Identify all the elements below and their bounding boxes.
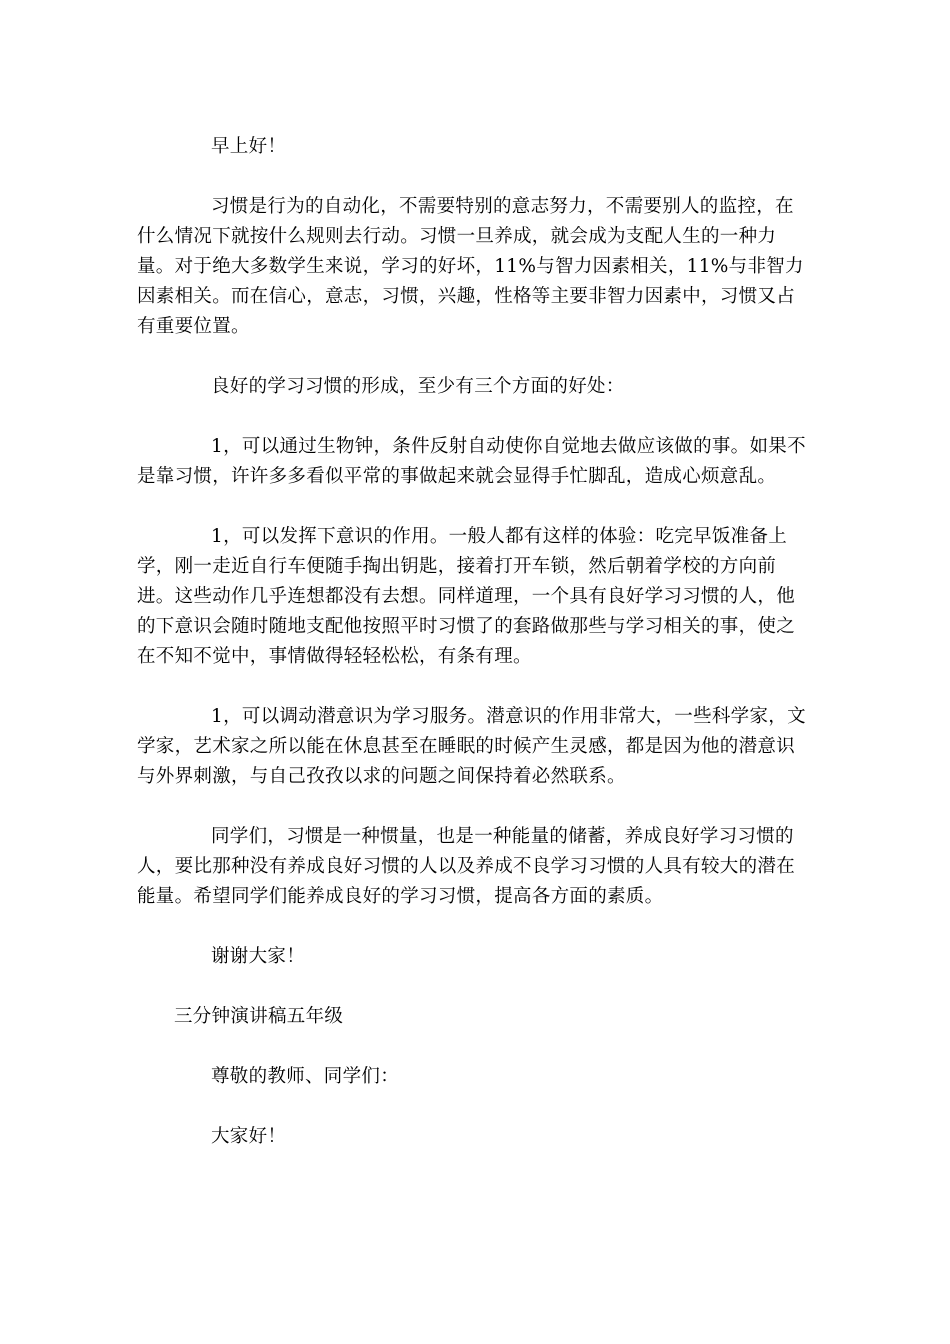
paragraph-benefits-intro: 良好的学习习惯的形成，至少有三个方面的好处： <box>211 376 625 397</box>
paragraph-habit-definition: 习惯是行为的自动化，不需要特别的意志努力，不需要别人的监控，在什么情况下就按什么规则去行动。习惯一旦养成，就会成为支配人生的一种力量。对于绝大多数学生来说，学习的好坏，11%与智力因素相关，11%与非智力因素相关。而在信心，意志，习惯，兴趣，性格等主要非智力因素中，习惯又占有重要位置。 <box>137 196 804 337</box>
speech-title: 三分钟演讲稿五年级 <box>174 1006 344 1027</box>
speech-salutation: 尊敬的教师、同学们： <box>211 1066 400 1087</box>
greeting-morning: 早上好！ <box>211 136 287 157</box>
document-body <box>137 132 809 1152</box>
paragraph-benefit-biological-clock: 1，可以通过生物钟，条件反射自动使你自觉地去做应该做的事。如果不是靠习惯，许许多多看似平常的事做起来就会显得手忙脚乱，造成心烦意乱。 <box>137 436 806 487</box>
paragraph-thanks: 谢谢大家！ <box>211 946 306 967</box>
paragraph-benefit-subconscious: 1，可以发挥下意识的作用。一般人都有这样的体验：吃完早饭准备上学，刚一走近自行车便随手掏出钥匙，接着打开车锁，然后朝着学校的方向前进。这些动作几乎连想都没有去想。同样道理，一个具有良好学习习惯的人，他的下意识会随时随地支配他按照平时习惯了的套路做那些与学习相关的事，使之在不知不觉中，事情做得轻轻松松，有条有理。 <box>137 526 796 667</box>
paragraph-benefit-unconscious: 1，可以调动潜意识为学习服务。潜意识的作用非常大，一些科学家，文学家，艺术家之所以能在休息甚至在睡眠的时候产生灵感，都是因为他的潜意识与外界刺激，与自己孜孜以求的问题之间保持着必然联系。 <box>137 706 806 787</box>
paragraph-conclusion: 同学们，习惯是一种惯量，也是一种能量的储蓄，养成良好学习习惯的人，要比那种没有养成良好习惯的人以及养成不良学习习惯的人具有较大的潜在能量。希望同学们能养成良好的学习习惯，提高各方面的素质。 <box>137 826 796 907</box>
speech-greeting: 大家好！ <box>211 1126 287 1147</box>
